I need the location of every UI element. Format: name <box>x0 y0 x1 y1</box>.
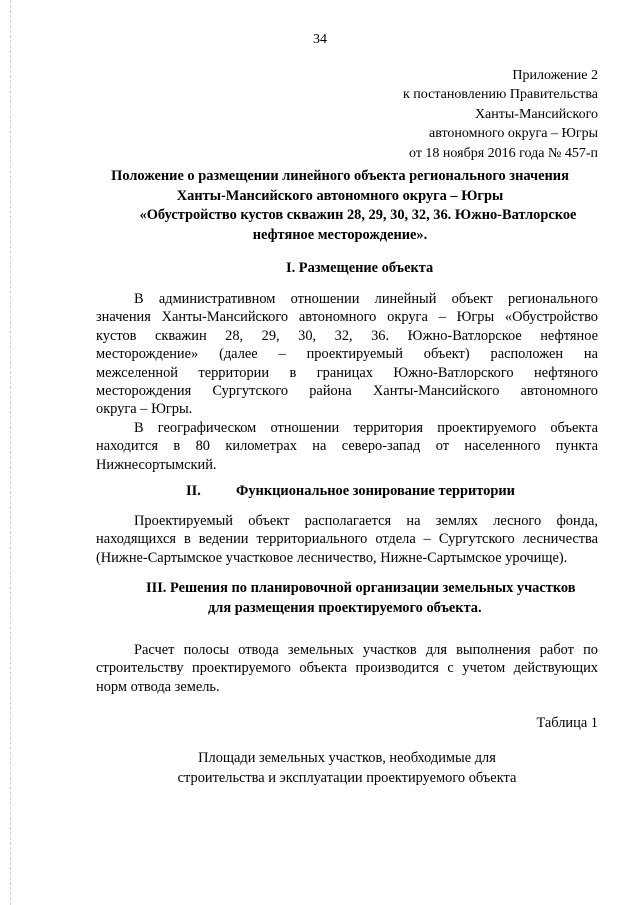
text-line: Расчет полосы отвода земельных участков для выполнения работ по <box>134 642 598 658</box>
appendix-line: автономного округа – Югры <box>429 126 598 142</box>
text-line: (Нижне-Сартымское участковое лесничество, Нижне-Сартымское урочище). <box>96 549 568 566</box>
document-title <box>60 167 620 245</box>
appendix-line: от 18 ноября 2016 года № 457-п <box>409 145 598 161</box>
appendix-header <box>298 66 598 163</box>
title-line: Положение о размещении линейного объекта регионального значения <box>111 168 569 184</box>
section-1-heading: I. Размещение объекта <box>286 260 434 276</box>
table-label: Таблица 1 <box>536 715 598 731</box>
section-2-numeral: II. <box>186 483 201 499</box>
section-3-paragraph <box>96 641 598 696</box>
appendix-line: Ханты-Мансийского <box>474 106 598 122</box>
section-2-paragraph <box>96 512 598 567</box>
section-2-heading: Функциональное зонирование территории <box>236 483 515 499</box>
left-margin-line <box>10 0 11 905</box>
text-line: находящихся в ведении территориального отдела – Сургутского лесничества <box>96 531 598 548</box>
text-line: округа – Югры. <box>96 401 193 418</box>
text-line: В географическом отношении территория проектируемого объекта <box>134 420 598 436</box>
text-line: межселенной территории в границах Южно-Ватлорского нефтяного <box>96 364 598 381</box>
caption-line: Площади земельных участков, необходимые для <box>198 750 496 766</box>
text-line: кустов скважин 28, 29, 30, 32, 36. Южно-Ватлорское нефтяное <box>96 327 598 344</box>
appendix-line: к постановлению Правительства <box>402 87 598 103</box>
text-line: В административном отношении линейный объект регионального <box>134 291 598 307</box>
title-line: Ханты-Мансийского автономного округа – Югры <box>176 187 504 204</box>
text-line: Нижнесортымский. <box>96 456 217 473</box>
title-line: нефтяное месторождение». <box>252 226 428 243</box>
text-line: строительству проектируемого объекта производится с учетом действующих <box>96 660 598 677</box>
text-line: Проектируемый объект располагается на землях лесного фонда, <box>134 513 598 529</box>
section-3-heading-line-2: для размещения проектируемого объекта. <box>208 600 482 616</box>
title-line: «Обустройство кустов скважин 28, 29, 30, 32, 36. Южно-Ватлорское <box>139 207 577 223</box>
text-line: месторождения Сургутского района Ханты-Мансийского автономного <box>96 383 598 400</box>
page-number: 34 <box>313 32 327 47</box>
section-3-heading-line-1: III. Решения по планировочной организации земельных участков <box>146 580 576 596</box>
text-line: находится в 80 километрах на северо-запад от населенного пункта <box>96 438 598 455</box>
table-caption <box>96 748 598 788</box>
section-1-paragraph-2 <box>96 419 598 474</box>
text-line: значения Ханты-Мансийского автономного округа – Югры «Обустройство <box>96 309 598 326</box>
caption-line: строительства и эксплуатации проектируемого объекта <box>177 770 517 786</box>
text-line: месторождение» (далее – проектируемый объект) расположен на <box>96 346 598 363</box>
text-line: норм отвода земель. <box>96 678 220 695</box>
section-1-paragraph-1 <box>96 290 598 419</box>
appendix-line: Приложение 2 <box>512 68 598 83</box>
